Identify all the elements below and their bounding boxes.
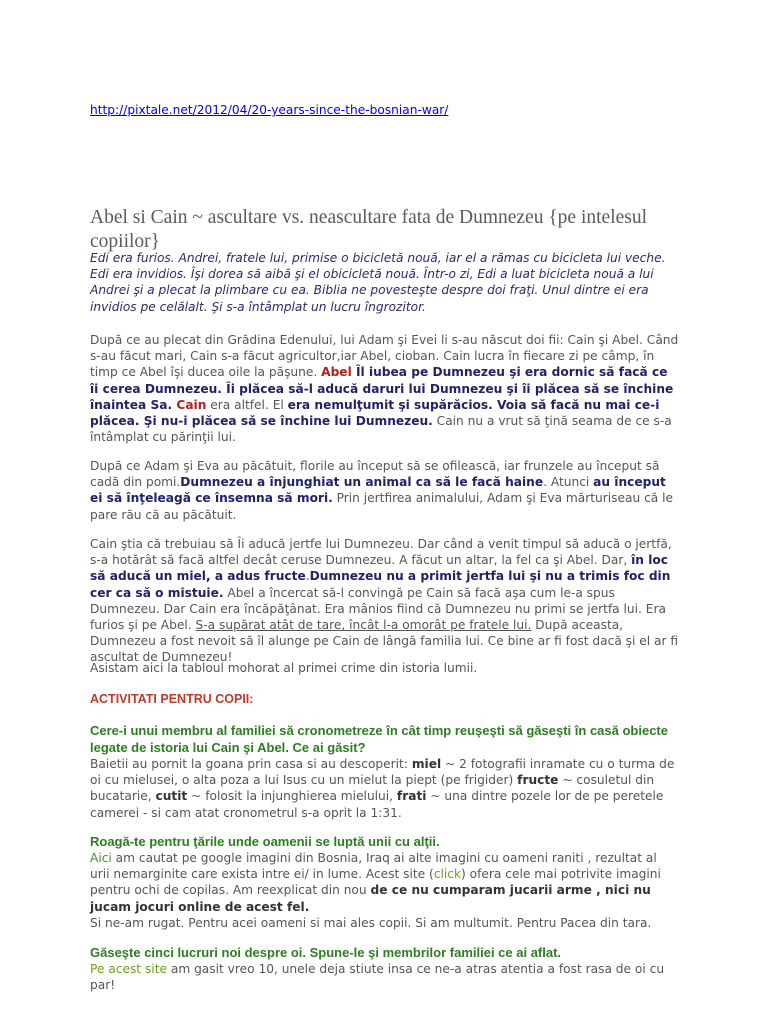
p1-emphasis-b: Îl iubea pe Dumnezeu şi era dornic să facă ce îi cerea Dumnezeu. Îi plăcea să-l aducă daruri lui Dumnezeu şi îi plăcea să se închine înaintea Sa. xyxy=(90,365,674,412)
a1-text-e: ~ una dintre pozele lor de pe peretele camerei - si cam atat cronometrul s-a oprit la 1:31. xyxy=(90,789,664,820)
paragraph-cain-offering xyxy=(90,536,680,666)
a2-text-a: am cautat pe google imagini din Bosnia, Iraq ai alte imagini cu oameni raniti , rezultat al urii nemarginite care exista intre ei/ in lume. Acest site ( xyxy=(90,851,657,882)
activity-answer-2 xyxy=(90,850,680,931)
a1-item-fructe: fructe xyxy=(517,773,559,788)
p2-text-a: După ce Adam şi Eva au păcătuit, florile au început să se ofilească, iar frunzele au început să cadă din pomi. xyxy=(90,459,660,490)
activity-question-3: Găseşte cinci lucruri noi despre oi. Spune-le şi membrilor familiei ce ai aflat. xyxy=(90,945,562,960)
a2-text-d: Si ne-am rugat. Pentru acei oameni si mai ales copii. Si am multumit. Pentru Pacea din tara. xyxy=(90,915,652,930)
activity-question-1: Cere-i unui membru al familiei să cronometreze în cât timp reuşeşti să găseşti în casă obiecte legate de istoria lui Cain şi Abel. Ce ai găsit? xyxy=(90,723,668,755)
link-click[interactable]: click xyxy=(433,867,462,882)
p2-emphasis-b: Dumnezeu a înjunghiat un animal ca să le facă haine xyxy=(180,475,544,490)
p3-underlined-f: S-a supărat atât de tare, încât l-a omorât pe fratele lui. xyxy=(195,618,532,633)
paragraph-sacrifice xyxy=(90,458,680,523)
name-abel: Abel xyxy=(321,365,352,380)
page-title: Abel si Cain ~ ascultare vs. neascultare fata de Dumnezeu {pe intelesul copiilor} xyxy=(90,207,648,252)
p1-text-e: Cain nu a vrut să ţină seama de ce s-a întâmplat cu părinţii lui. xyxy=(90,414,672,445)
p2-text-c: . Atunci xyxy=(543,475,594,490)
a1-item-frati: frati xyxy=(396,789,427,804)
activities-heading: ACTIVITATI PENTRU COPII: xyxy=(90,692,254,706)
p1-text-a: După ce au plecat din Grădina Edenului, lui Adam şi Evei li s-au născut doi fii: Cain şi Abel. Când s-au făcut mari, Cain s-a făcut agricultor,iar Abel, cioban. Cain lucra în fiecare zi pe câmp, în timp ce Abel îşi ducea oile la păşune. xyxy=(90,333,679,380)
a3-text-a: am gasit vreo 10, unele deja stiute insa ce ne-a atras atentia a fost rasa de oi cu par! xyxy=(90,962,665,993)
activity-answer-3 xyxy=(90,961,680,993)
name-cain: Cain xyxy=(176,397,207,412)
activity-answer-1 xyxy=(90,756,680,821)
link-acest-site[interactable]: Pe acest site xyxy=(90,962,167,976)
a1-item-miel: miel xyxy=(411,757,442,771)
p1-text-c: era altfel. El xyxy=(206,397,288,412)
a1-item-cutit: cutit xyxy=(155,789,188,804)
a1-text-b: ~ 2 fotografii inramate cu o turma de oi cu mielusei, o alta poza a lui Isus cu un mielut la piept (pe frigider) xyxy=(90,757,675,788)
a2-emphasis-c: de ce nu cumparam jucarii arme , nici nu jucam jocuri online de acest fel. xyxy=(90,883,651,914)
p3-text-g: După aceasta, Dumnezeu a fost nevoit să îl alunge pe Cain de lângă familia lui. Ce bine ar fi fost dacă şi el ar fi ascultat de Dumnezeu! xyxy=(90,618,679,665)
a1-text-c: ~ cosuletul din bucatarie, xyxy=(90,773,655,804)
p1-emphasis-d: era nemulţumit şi supărăcios. Voia să facă nu mai ce-i plăcea. Şi nu-i plăcea să se închine lui Dumnezeu. xyxy=(90,397,660,429)
p2-emphasis-d: au început ei să înţeleagă ce însemna să mori. xyxy=(90,475,666,506)
p2-text-e: Prin jertfirea animalului, Adam şi Eva mărturiseau că le pare rău că au păcătuit. xyxy=(90,491,674,522)
link-aici[interactable]: Aici xyxy=(90,851,112,865)
activity-question-2: Roagă-te pentru ţările unde oamenii se luptă unii cu alţii. xyxy=(90,834,440,849)
p3-text-a: Cain ştia că trebuiau să Îi aducă jertfe lui Dumnezeu. Dar când a venit timpul să aducă o jertfă, s-a hotărât să facă altfel decât ceruse Dumnezeu. A făcut un altar, la fel ca şi Abel. Dar, xyxy=(90,537,672,568)
a1-text-d: ~ folosit la injunghierea mielului, xyxy=(187,789,397,804)
paragraph-abel-cain xyxy=(90,332,680,445)
p3-text-c: . xyxy=(305,569,310,584)
p3-emphasis-d: Dumnezeu nu a primit jertfa lui şi nu a trimis foc din cer ca să o mistuie. xyxy=(90,569,671,600)
a1-text-a: Baietii au pornit la goana prin casa si au descoperit: xyxy=(90,757,412,771)
paragraph-first-crime: Asistam aici la tabloul mohorat al primei crime din istoria lumii. xyxy=(90,661,478,675)
intro-paragraph: Edi era furios. Andrei, fratele lui, primise o bicicletă nouă, iar el a rămas cu bicicleta lui veche. Edi era invidios. Îşi dorea să aibă şi el obicicletă nouă. Într-o zi, Edi a luat bicicleta nouă a lui Andrei şi a plecat la plimbare cu ea. Biblia ne povesteşte despre doi fraţi. Unul dintre ei era invidios pe celălalt. Şi s-a întâmplat un lucru îngrozitor. xyxy=(90,251,666,314)
source-link[interactable]: http://pixtale.net/2012/04/20-years-since-the-bosnian-war/ xyxy=(90,103,449,117)
p3-text-e: Abel a încercat să-l convingă pe Cain să facă aşa cum le-a spus Dumnezeu. Dar Cain era încăpăţânat. Era mânios fiind că Dumnezeu nu primi se jertfa lui. Era furios şi pe Abel. xyxy=(90,585,666,633)
a2-text-b: ) ofera cele mai potrivite imagini pentru ochi de copilas. Am reexplicat din nou xyxy=(90,867,661,898)
p3-emphasis-b: în loc să aducă un miel, a adus fructe xyxy=(90,553,668,584)
